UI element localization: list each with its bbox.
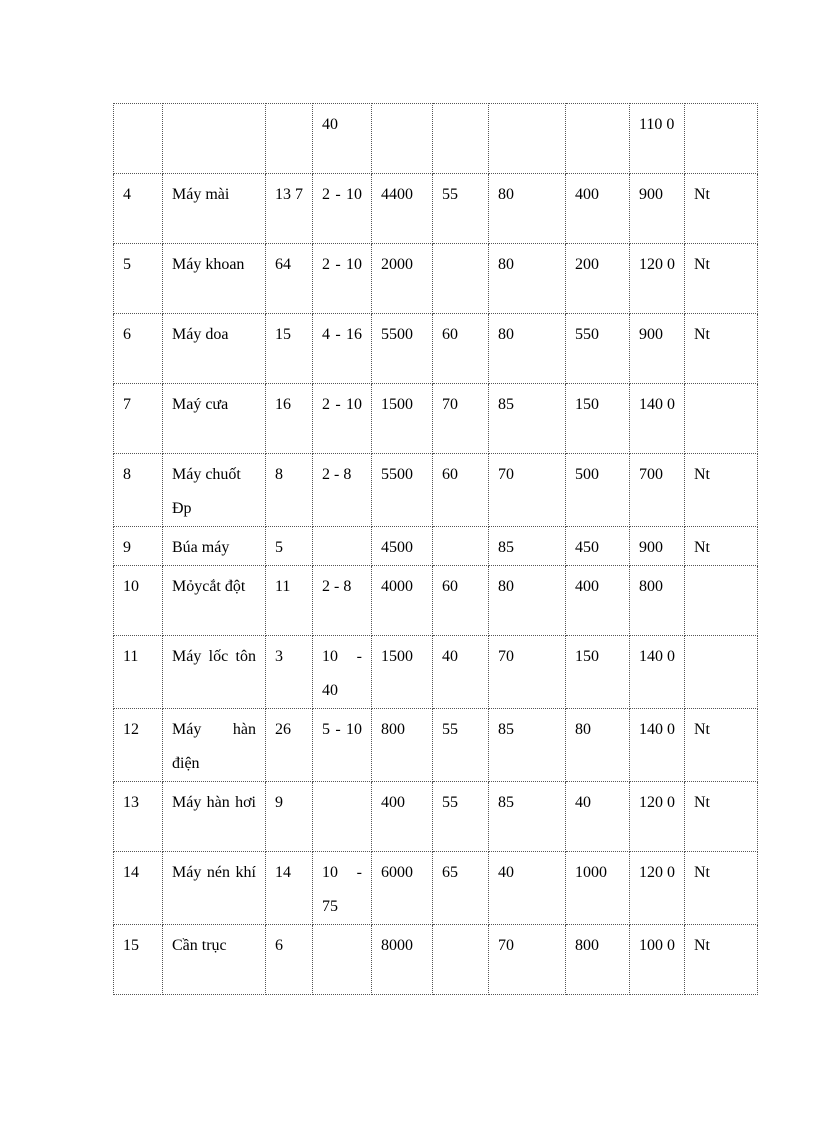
table-cell: 4000 — [372, 566, 433, 636]
table-cell: 100 0 — [630, 925, 685, 995]
table-cell: Nt — [685, 709, 758, 782]
table-cell: Nt — [685, 174, 758, 244]
table-cell: 2000 — [372, 244, 433, 314]
table-cell: 55 — [433, 782, 489, 852]
table-cell: Nt — [685, 454, 758, 527]
table-cell: 700 — [630, 454, 685, 527]
cell-text: 4 - 16 — [322, 326, 362, 343]
table-row — [114, 384, 758, 454]
table-cell: 70 — [489, 454, 566, 527]
table-cell — [266, 104, 313, 174]
cell-text: Máy nén khí — [172, 864, 256, 881]
table-cell: 14 — [114, 852, 163, 925]
table-cell — [163, 104, 266, 174]
table-row — [114, 566, 758, 636]
table-cell: 13 — [114, 782, 163, 852]
table-cell: 900 — [630, 314, 685, 384]
table-cell — [313, 636, 372, 709]
cell-text: 10 - 75 — [322, 864, 362, 915]
table-cell — [489, 104, 566, 174]
table-cell — [433, 925, 489, 995]
table-cell: Nt — [685, 527, 758, 566]
cell-text: Máy hàn điện — [172, 721, 256, 772]
table-cell: 26 — [266, 709, 313, 782]
table-body — [114, 104, 758, 995]
table-cell: 12 — [114, 709, 163, 782]
table-cell: 80 — [489, 244, 566, 314]
table-cell — [685, 104, 758, 174]
equipment-table — [113, 103, 758, 995]
table-cell: 800 — [630, 566, 685, 636]
table-cell: 4 — [114, 174, 163, 244]
table-cell: 400 — [566, 566, 630, 636]
table-cell: 5 — [114, 244, 163, 314]
table-cell: Maý cưa — [163, 384, 266, 454]
table-cell: 450 — [566, 527, 630, 566]
table-cell — [313, 384, 372, 454]
table-cell: 64 — [266, 244, 313, 314]
table-cell: 900 — [630, 527, 685, 566]
table-cell: 500 — [566, 454, 630, 527]
table-cell: 40 — [313, 104, 372, 174]
table-cell: 65 — [433, 852, 489, 925]
table-cell: 85 — [489, 782, 566, 852]
table-cell — [163, 709, 266, 782]
table-cell: 150 — [566, 636, 630, 709]
table-cell: 80 — [489, 314, 566, 384]
table-cell: 5500 — [372, 314, 433, 384]
table-cell: 8 — [266, 454, 313, 527]
table-cell: Nt — [685, 314, 758, 384]
table-cell: 200 — [566, 244, 630, 314]
table-cell: Mỏycắt đột — [163, 566, 266, 636]
table-cell — [163, 852, 266, 925]
table-cell: Búa máy — [163, 527, 266, 566]
table-cell: 15 — [114, 925, 163, 995]
table-cell: 15 — [266, 314, 313, 384]
table-cell: 8 — [114, 454, 163, 527]
table-cell: 800 — [566, 925, 630, 995]
table-cell: 9 — [266, 782, 313, 852]
table-cell: 16 — [266, 384, 313, 454]
table-cell — [313, 314, 372, 384]
table-cell: 9 — [114, 527, 163, 566]
cell-text: Máy hàn hơi — [172, 794, 256, 811]
table-cell: 4500 — [372, 527, 433, 566]
cell-text: Máy lốc tôn — [172, 648, 256, 665]
table-cell: 60 — [433, 454, 489, 527]
table-cell — [313, 782, 372, 852]
table-row — [114, 636, 758, 709]
table-cell: 40 — [566, 782, 630, 852]
table-cell: 70 — [489, 925, 566, 995]
table-row — [114, 104, 758, 174]
table-cell — [685, 384, 758, 454]
table-cell — [685, 566, 758, 636]
cell-text: 2 - 10 — [322, 186, 362, 203]
table-cell — [433, 244, 489, 314]
table-cell: Nt — [685, 244, 758, 314]
table-cell: 150 — [566, 384, 630, 454]
table-cell: Máy khoan — [163, 244, 266, 314]
table-cell: 1500 — [372, 384, 433, 454]
table-cell — [685, 636, 758, 709]
table-cell: 70 — [489, 636, 566, 709]
table-cell: 6 — [266, 925, 313, 995]
table-cell: 80 — [489, 174, 566, 244]
table-cell — [163, 782, 266, 852]
table-cell: 40 — [433, 636, 489, 709]
table-cell: 55 — [433, 174, 489, 244]
table-cell: 120 0 — [630, 852, 685, 925]
table-cell — [313, 244, 372, 314]
cell-text: 5 - 10 — [322, 721, 362, 738]
table-row — [114, 527, 758, 566]
cell-text: 2 - 10 — [322, 256, 362, 273]
table-row — [114, 782, 758, 852]
table-cell — [313, 852, 372, 925]
table-row — [114, 244, 758, 314]
table-cell: 80 — [566, 709, 630, 782]
table-cell: 800 — [372, 709, 433, 782]
table-cell: 14 — [266, 852, 313, 925]
table-cell: 13 7 — [266, 174, 313, 244]
table-cell: Máy doa — [163, 314, 266, 384]
table-cell: 110 0 — [630, 104, 685, 174]
table-cell: 11 — [114, 636, 163, 709]
table-cell: Nt — [685, 925, 758, 995]
table-cell — [313, 709, 372, 782]
table-cell: 4400 — [372, 174, 433, 244]
table-cell: 60 — [433, 566, 489, 636]
table-cell: Máy chuốt Đp — [163, 454, 266, 527]
table-cell: 70 — [433, 384, 489, 454]
table-cell: 85 — [489, 527, 566, 566]
table-cell: Nt — [685, 782, 758, 852]
table-cell: 1000 — [566, 852, 630, 925]
table-row — [114, 709, 758, 782]
table-cell: 400 — [372, 782, 433, 852]
table-row — [114, 174, 758, 244]
table-cell: 120 0 — [630, 244, 685, 314]
table-cell: 120 0 — [630, 782, 685, 852]
table-cell: 40 — [489, 852, 566, 925]
table-cell: 550 — [566, 314, 630, 384]
table-row — [114, 852, 758, 925]
table-cell — [372, 104, 433, 174]
table-row — [114, 454, 758, 527]
table-row — [114, 314, 758, 384]
table-cell — [163, 636, 266, 709]
table-row — [114, 925, 758, 995]
table-cell — [566, 104, 630, 174]
table-cell — [313, 925, 372, 995]
table-cell: 85 — [489, 709, 566, 782]
table-cell: 55 — [433, 709, 489, 782]
table-cell: 85 — [489, 384, 566, 454]
table-cell: 6 — [114, 314, 163, 384]
cell-text: 2 - 10 — [322, 396, 362, 413]
table-cell: 10 — [114, 566, 163, 636]
table-cell — [433, 104, 489, 174]
table-cell: 5500 — [372, 454, 433, 527]
table-cell: Cần trục — [163, 925, 266, 995]
table-cell: 3 — [266, 636, 313, 709]
table-cell: 140 0 — [630, 709, 685, 782]
table-cell: Nt — [685, 852, 758, 925]
table-cell: 1500 — [372, 636, 433, 709]
table-cell: 2 - 8 — [313, 566, 372, 636]
table-cell: 8000 — [372, 925, 433, 995]
cell-text: 10 - 40 — [322, 648, 362, 699]
table-cell — [433, 527, 489, 566]
table-cell: 140 0 — [630, 636, 685, 709]
table-cell: 5 — [266, 527, 313, 566]
table-cell — [114, 104, 163, 174]
table-cell: 900 — [630, 174, 685, 244]
table-cell: Máy mài — [163, 174, 266, 244]
table-cell: 60 — [433, 314, 489, 384]
table-cell: 140 0 — [630, 384, 685, 454]
table-cell: 400 — [566, 174, 630, 244]
table-cell — [313, 174, 372, 244]
table-cell: 80 — [489, 566, 566, 636]
table-cell: 7 — [114, 384, 163, 454]
table-cell: 6000 — [372, 852, 433, 925]
table-cell: 11 — [266, 566, 313, 636]
table-cell — [313, 527, 372, 566]
table-cell: 2 - 8 — [313, 454, 372, 527]
